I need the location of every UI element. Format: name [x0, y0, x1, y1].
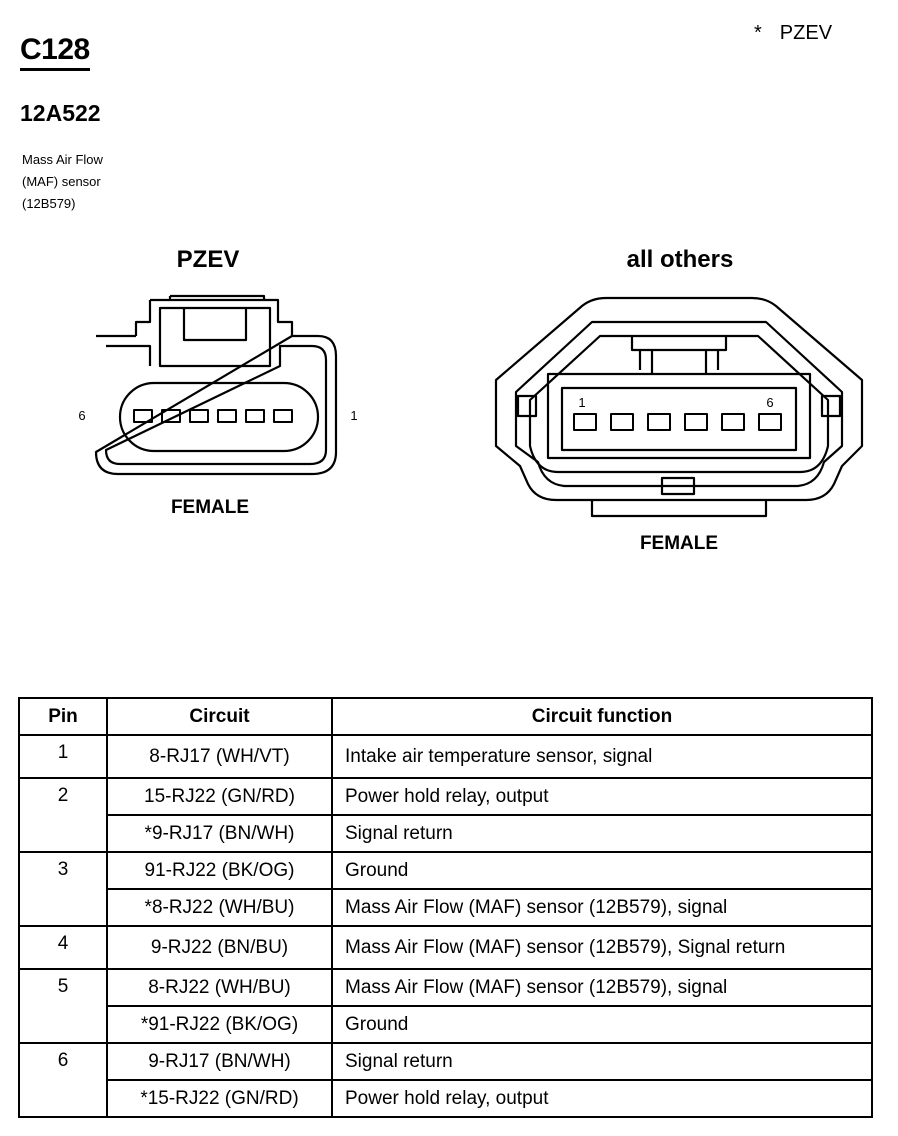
- table-row: [19, 735, 872, 778]
- pzev-title: PZEV: [176, 246, 240, 273]
- table-row: [19, 889, 872, 926]
- table-header-row: [19, 698, 872, 735]
- pin-table: [18, 697, 873, 1118]
- table-row: [19, 778, 872, 815]
- table-row: [19, 1043, 872, 1080]
- pin-number: 6: [19, 1043, 107, 1117]
- table-row: [19, 852, 872, 889]
- table-row: [19, 815, 872, 852]
- all-others-gender-label: FEMALE: [639, 533, 719, 554]
- header-circuit: Circuit: [107, 698, 332, 735]
- circuit-code: 8-RJ22 (WH/BU): [107, 969, 332, 1006]
- circuit-code: 91-RJ22 (BK/OG): [107, 852, 332, 889]
- circuit-code: 9-RJ22 (BN/BU): [107, 926, 332, 969]
- all-others-connector-face: [496, 298, 862, 516]
- table-row: [19, 926, 872, 969]
- circuit-function: Ground: [332, 852, 872, 889]
- all-others-pin-label-left: 1: [578, 395, 586, 410]
- header-pin: Pin: [19, 698, 107, 735]
- description-line: (MAF) sensor: [22, 174, 101, 190]
- description-line: Mass Air Flow: [22, 152, 103, 167]
- circuit-function: Signal return: [332, 1043, 872, 1080]
- circuit-function: Power hold relay, output: [332, 1080, 872, 1117]
- circuit-function: Ground: [332, 1006, 872, 1043]
- circuit-code: *91-RJ22 (BK/OG): [107, 1006, 332, 1043]
- pin-number: 5: [19, 969, 107, 1043]
- circuit-function: Mass Air Flow (MAF) sensor (12B579), signal: [332, 889, 872, 926]
- circuit-code: *8-RJ22 (WH/BU): [107, 889, 332, 926]
- pin-number: 2: [19, 778, 107, 852]
- circuit-function: Power hold relay, output: [332, 778, 872, 815]
- description-line: (12B579): [22, 196, 76, 212]
- table-row: [19, 1080, 872, 1117]
- all-others-title: all others: [626, 246, 734, 273]
- circuit-code: 8-RJ17 (WH/VT): [107, 735, 332, 778]
- table-row: [19, 1006, 872, 1043]
- footnote-text: PZEV: [779, 22, 833, 44]
- circuit-function: Mass Air Flow (MAF) sensor (12B579), signal: [332, 969, 872, 1006]
- circuit-function: Mass Air Flow (MAF) sensor (12B579), Signal return: [332, 926, 872, 969]
- circuit-code: *9-RJ17 (BN/WH): [107, 815, 332, 852]
- all-others-pin-label-right: 6: [766, 395, 774, 410]
- part-number: 12A522: [20, 100, 101, 126]
- pzev-connector-face: [96, 296, 336, 474]
- circuit-code: 15-RJ22 (GN/RD): [107, 778, 332, 815]
- pzev-gender-label: FEMALE: [170, 497, 250, 518]
- circuit-function: Signal return: [332, 815, 872, 852]
- footnote-star: *: [754, 22, 762, 44]
- table-row: [19, 969, 872, 1006]
- header-function: Circuit function: [332, 698, 872, 735]
- connector-code: C128: [20, 34, 90, 71]
- pin-number: 4: [19, 926, 107, 969]
- pin-number: 3: [19, 852, 107, 926]
- circuit-function: Intake air temperature sensor, signal: [332, 735, 872, 778]
- circuit-code: 9-RJ17 (BN/WH): [107, 1043, 332, 1080]
- circuit-code: *15-RJ22 (GN/RD): [107, 1080, 332, 1117]
- pzev-pin-label-left: 6: [78, 408, 86, 423]
- pin-number: 1: [19, 735, 107, 778]
- pzev-pin-label-right: 1: [350, 408, 358, 423]
